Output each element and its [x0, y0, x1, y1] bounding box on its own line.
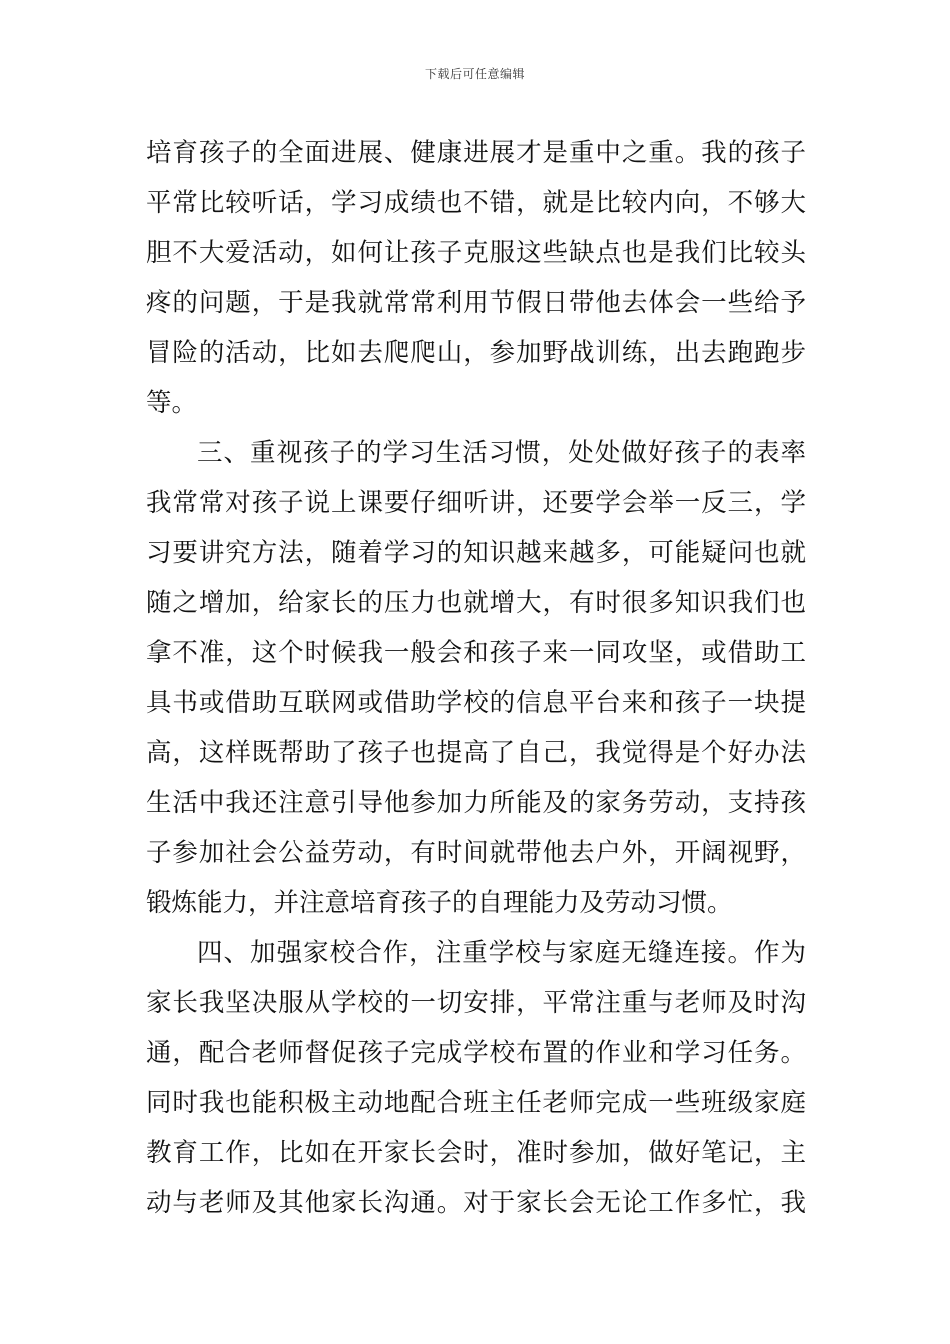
text-line: 家长我坚决服从学校的一切安排，平常注重与老师及时沟: [146, 988, 806, 1018]
text-line: 同时我也能积极主动地配合班主任老师完成一些班级家庭: [146, 1088, 806, 1118]
document-body: [146, 128, 806, 1228]
text-line: 高，这样既帮助了孩子也提高了自己，我觉得是个好办法: [146, 738, 806, 768]
text-line: 拿不准，这个时候我一般会和孩子来一同攻坚，或借助工: [146, 638, 806, 668]
text-line: 冒险的活动，比如去爬爬山，参加野战训练，出去跑跑步: [146, 338, 806, 368]
text-line: 等。: [146, 388, 198, 418]
text-line: 具书或借助互联网或借助学校的信息平台来和孩子一块提: [146, 688, 806, 718]
text-line: 锻炼能力，并注意培育孩子的自理能力及劳动习惯。: [146, 888, 733, 918]
text-line: 三、重视孩子的学习生活习惯，处处做好孩子的表率: [197, 438, 806, 468]
text-line: 疼的问题，于是我就常常利用节假日带他去体会一些给予: [146, 288, 806, 318]
page-header: 下载后可任意编辑: [424, 67, 525, 81]
text-line: 习要讲究方法，随着学习的知识越来越多，可能疑问也就: [146, 538, 806, 568]
text-line: 四、加强家校合作，注重学校与家庭无缝连接。作为: [197, 938, 806, 968]
text-line: 动与老师及其他家长沟通。对于家长会无论工作多忙，我: [146, 1188, 806, 1218]
text-line: 教育工作，比如在开家长会时，准时参加，做好笔记，主: [146, 1138, 806, 1168]
text-line: 我常常对孩子说上课要仔细听讲，还要学会举一反三，学: [146, 488, 806, 518]
text-line: 生活中我还注意引导他参加力所能及的家务劳动，支持孩: [146, 788, 806, 818]
text-line: 培育孩子的全面进展、健康进展才是重中之重。我的孩子: [146, 138, 806, 168]
text-line: 通，配合老师督促孩子完成学校布置的作业和学习任务。: [146, 1038, 806, 1068]
text-line: 胆不大爱活动，如何让孩子克服这些缺点也是我们比较头: [146, 238, 806, 268]
text-line: 随之增加，给家长的压力也就增大，有时很多知识我们也: [146, 588, 806, 618]
text-line: 平常比较听话，学习成绩也不错，就是比较内向，不够大: [146, 188, 806, 218]
text-line: 子参加社会公益劳动，有时间就带他去户外，开阔视野，: [146, 838, 806, 868]
